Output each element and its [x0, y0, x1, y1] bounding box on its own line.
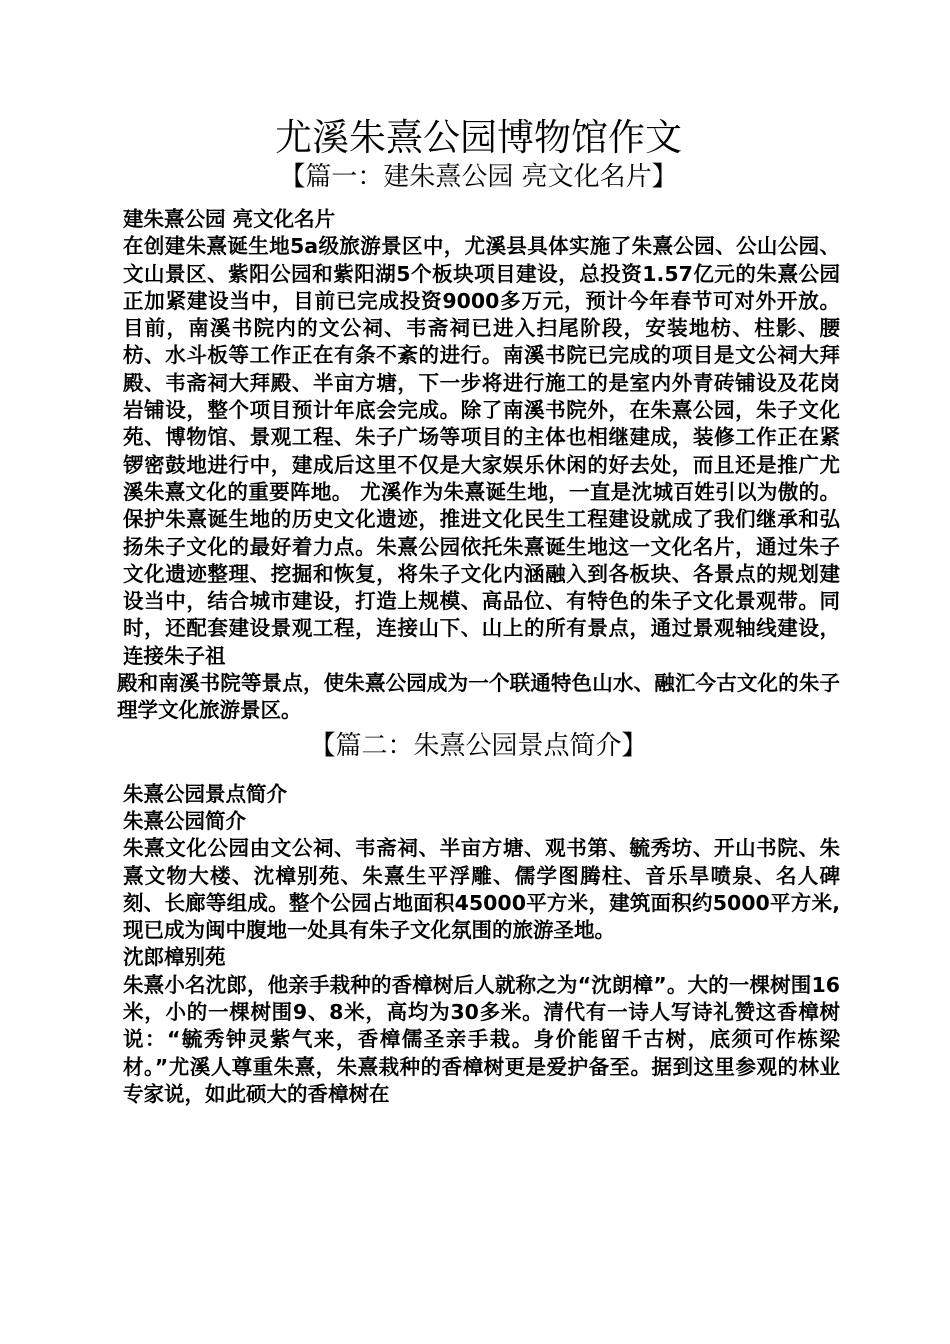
chapter-two-subheading: 朱熹公园景点简介 — [123, 781, 287, 806]
document-title: 尤溪朱熹公园博物馆作文 — [275, 116, 682, 159]
chapter-one-paragraph: 在创建朱熹诞生地5a级旅游景区中，尤溪县具体实施了朱熹公园、公山公园、文山景区、紫阳公园和紫阳湖5个板块项目建设，总投资1.57亿元的朱熹公园正加紧建设当中，目前已完成投资9000多万元，预计今年春节可对外开放。 目前，南溪书院内的文公祠、韦斋祠已进入扫尾阶段，安装地枋、柱影、腰枋、水斗板等工作正在有条不紊的进行。南溪书院已完成的项目是文公祠大拜殿、韦斋祠大拜殿、半亩方塘，下一步将进行施工的是室内外青砖铺设及花岗岩铺设，整个项目预计年底会完成。除了南溪书院外，在朱熹公园，朱子文化苑、博物馆、景观工程、朱子广场等项目的主体也相继建成，装修工作正在紧锣密鼓地进行中，建成后这里不仅是大家娱乐休闲的好去处，而且还是推广尤溪朱熹文化的重要阵地。 尤溪作为朱熹诞生地，一直是沈城百姓引以为傲的。保护朱熹诞生地的历史文化遗迹，推进文化民生工程建设就成了我们继承和弘扬朱子文化的最好着力点。朱熹公园依托朱熹诞生地这一文化名片，通过朱子文化遗迹整理、挖掘和恢复，将朱子文化内涵融入到各板块、各景点的规划建设当中，结合城市建设，打造上规模、高品位、有特色的朱子文化景观带。同时，还配套建设景观工程，连接山下、山上的所有景点，通过景观轴线建设，连接朱子祖 — [123, 234, 840, 668]
park-intro-paragraph: 朱熹文化公园由文公祠、韦斋祠、半亩方塘、观书第、毓秀坊、开山书院、朱熹文物大楼、沈樟别苑、朱熹生平浮雕、儒学图腾柱、音乐旱喷泉、名人碑刻、长廊等组成。整个公园占地面积45000平方米，建筑面积约5000平方米,现已成为闽中腹地一处具有朱子文化氛围的旅游圣地。 — [123, 836, 840, 943]
chapter-one-heading: 【篇一：建朱熹公园 亮文化名片】 — [279, 162, 678, 192]
chapter-two-heading: 【篇二：朱熹公园景点简介】 — [309, 730, 648, 761]
chapter-one-paragraph-continued: 殿和南溪书院等景点，使朱熹公园成为一个联通特色山水、融汇今古文化的朱子理学文化旅游景区。 — [117, 671, 840, 723]
chapter-one-subheading: 建朱熹公园 亮文化名片 — [123, 207, 336, 231]
camphor-garden-paragraph: 朱熹小名沈郎，他亲手栽种的香樟树后人就称之为“沈朗樟”。大的一棵树围16米，小的一棵树围9、8米，高均为30多米。清代有一诗人写诗礼赞这香樟树说：“毓秀钟灵紫气来，香樟儒圣亲手栽。身价能留千古树，底须可作栋梁材。”尤溪人尊重朱熹，朱熹栽种的香樟树更是爱护备至。据到这里参观的林业专家说，如此硕大的香樟树在 — [123, 972, 840, 1106]
camphor-garden-heading: 沈郎樟别苑 — [123, 945, 226, 970]
park-intro-heading: 朱熹公园简介 — [123, 808, 246, 833]
